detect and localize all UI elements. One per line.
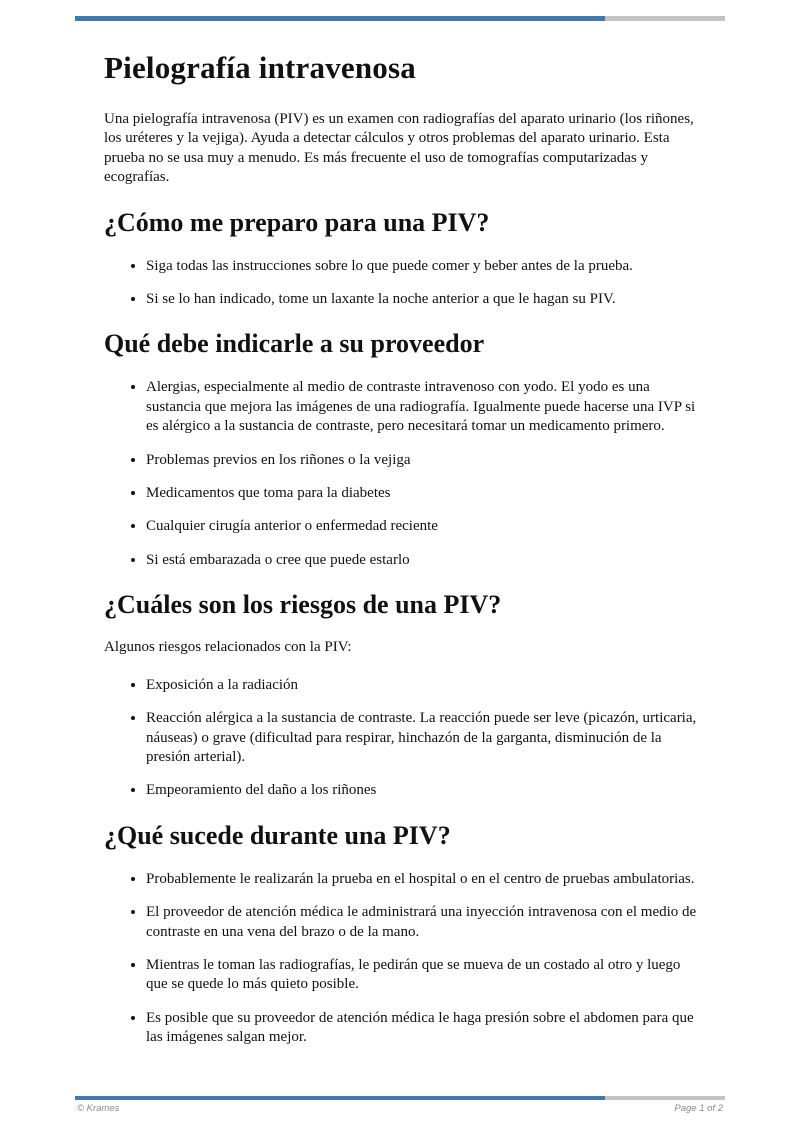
tell-provider-list [104, 377, 704, 570]
risks-list [104, 675, 704, 801]
during-list [104, 869, 704, 1048]
list-item: • Si se lo han indicado, tome un laxante la noche anterior a que le hagan su PIV. [146, 289, 704, 309]
footer-divider-bar [75, 1096, 725, 1100]
list-item: • Mientras le toman las radiografías, le pedirán que se mueva de un costado al otro y luego que se quede lo más quieto posible. [146, 955, 704, 995]
footer-divider-bar-blue-segment [75, 1096, 605, 1100]
document-content [104, 0, 704, 1061]
intro-paragraph: Una pielografía intravenosa (PIV) es un examen con radiografías del aparato urinario (los riñones, los uréteres y la vejiga). Ayuda a detectar cálculos y otros problemas del aparato urinario. Esta prueba no se usa muy a menudo. Es más frecuente el uso de tomografías computarizadas y ecografías. [104, 111, 694, 186]
section-heading-preparation: ¿Cómo me preparo para una PIV? [104, 207, 490, 237]
list-item: • Problemas previos en los riñones o la vejiga [146, 450, 704, 470]
list-item: • Si está embarazada o cree que puede estarlo [146, 550, 704, 570]
footer-divider-bar-gray-segment [605, 1096, 725, 1100]
section-heading-risks: ¿Cuáles son los riesgos de una PIV? [104, 590, 502, 620]
section-heading-tell-provider: Qué debe indicarle a su proveedor [104, 329, 485, 359]
list-item: • Medicamentos que toma para la diabetes [146, 483, 704, 503]
list-item: • Cualquier cirugía anterior o enfermedad reciente [146, 516, 704, 536]
list-item: • Exposición a la radiación [146, 675, 704, 695]
list-item: • Alergias, especialmente al medio de contraste intravenoso con yodo. El yodo es una sustancia que mejora las imágenes de una radiografía. Igualmente puede hacerse una IVP si es alérgico a la sustancia de contraste, pero necesitará tomar un medicamento primero. [146, 377, 704, 436]
page-number: Page 1 of 2 [674, 1103, 723, 1114]
list-item: • Reacción alérgica a la sustancia de contraste. La reacción puede ser leve (picazón, urticaria, náuseas) o grave (dificultad para respirar, hinchazón de la garganta, disminución de la presión arterial). [146, 708, 704, 767]
list-item: • Siga todas las instrucciones sobre lo que puede comer y beber antes de la prueba. [146, 256, 704, 276]
page-title: Pielografía intravenosa [104, 50, 416, 85]
list-item: • El proveedor de atención médica le administrará una inyección intravenosa con el medio de contraste en una vena del brazo o de la mano. [146, 902, 704, 942]
copyright-text: © Krames [77, 1103, 120, 1114]
list-item: • Es posible que su proveedor de atención médica le haga presión sobre el abdomen para que las imágenes salgan mejor. [146, 1008, 704, 1048]
footer-text-row [75, 1103, 725, 1114]
page-footer [75, 1096, 725, 1114]
preparation-list [104, 256, 704, 310]
section-heading-during: ¿Qué sucede durante una PIV? [104, 820, 451, 850]
list-item: • Empeoramiento del daño a los riñones [146, 780, 704, 800]
risks-intro-paragraph: Algunos riesgos relacionados con la PIV: [104, 639, 352, 656]
list-item: • Probablemente le realizarán la prueba en el hospital o en el centro de pruebas ambulatorias. [146, 869, 704, 889]
